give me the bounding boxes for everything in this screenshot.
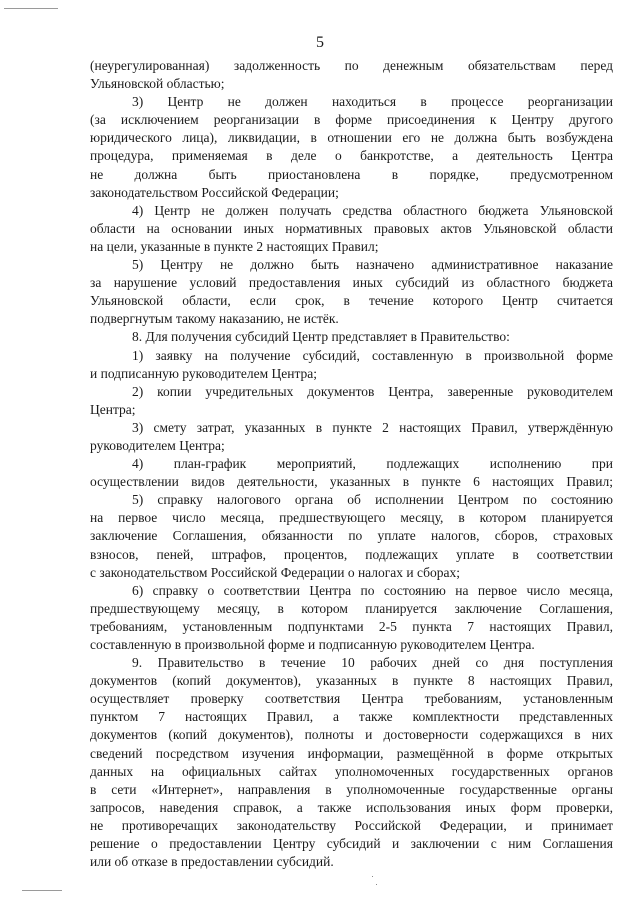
text-line: сведений посредством изучения информации, размещённой в форме открытых — [90, 745, 613, 761]
text-line: на цели, указанные в пункте 2 настоящих Правил; — [90, 238, 379, 254]
text-line: законодательством Российской Федерации; — [90, 184, 339, 200]
text-line: составленную в произвольной форме и подписанную руководителем Центра. — [90, 637, 535, 652]
text-line: 2) копии учредительных документов Центра, заверенные руководителем — [132, 383, 613, 399]
text-line: 6) справку о соответствии Центра по состоянию на первое число месяца, — [132, 582, 613, 598]
text-line: 3) смету затрат, указанных в пункте 2 настоящих Правил, утверждённую — [132, 419, 613, 435]
text-line: 4) Центр не должен получать средства областного бюджета Ульяновской — [132, 202, 613, 218]
text-line: решение о предоставлении Центру субсидий и заключении с ним Соглашения — [90, 836, 613, 852]
text-line: не должна быть приостановлена в порядке, предусмотренном — [90, 166, 613, 182]
text-line: Центра; — [90, 401, 136, 417]
text-line: осуществлении видов деятельности, указанных в пункте 6 настоящих Правил; — [90, 474, 613, 490]
text-line: 3) Центр не должен находиться в процессе реорганизации — [132, 94, 613, 110]
scan-artifact-top-left — [4, 8, 58, 9]
text-line: 5) справку налогового органа об исполнении Центром по состоянию — [132, 492, 613, 508]
text-line: и подписанную руководителем Центра; — [90, 365, 318, 381]
text-line: подвергнутым такому наказанию, не истёк. — [90, 311, 339, 327]
text-line: взносов, пеней, штрафов, процентов, подлежащих уплате в соответствии — [90, 546, 613, 562]
text-line: процедура, применяемая в деле о банкротстве, а деятельность Центра — [90, 148, 613, 164]
text-line: 1) заявку на получение субсидий, составленную в произвольной форме — [132, 347, 613, 363]
text-line: 8. Для получения субсидий Центр представляет в Правительство: — [132, 329, 510, 345]
text-line: 4) план-график мероприятий, подлежащих исполнению при — [132, 456, 613, 472]
text-line: 5) Центру не должно быть назначено административное наказание — [132, 257, 613, 273]
scan-artifact-dot — [372, 876, 373, 877]
text-line: данных на официальных сайтах уполномоченных государственных органов — [90, 763, 613, 779]
text-line: Ульяновской областью; — [90, 76, 225, 92]
text-line: не противоречащих законодательству Российской Федерации, и принимает — [90, 817, 613, 833]
text-line: на первое число месяца, предшествующего месяцу, в котором планируется — [90, 510, 613, 526]
text-line: (неурегулированная) задолженность по денежным обязательствам перед — [90, 58, 613, 73]
text-line: области на основании иных нормативных правовых актов Ульяновской области — [90, 220, 613, 236]
text-line: юридического лица), ликвидации, в отношении его не должна быть возбуждена — [90, 130, 613, 146]
text-line: пунктом 7 настоящих Правил, а также комплектности представленных — [90, 709, 613, 725]
text-line: запросов, наведения справок, а также использования иных форм проверки, — [90, 799, 613, 815]
text-line: (за исключением реорганизации в форме присоединения к Центру другого — [90, 112, 613, 128]
text-line: или об отказе в предоставлении субсидий. — [90, 854, 334, 870]
text-line: Ульяновской области, если срок, в течение которого Центр считается — [90, 293, 613, 309]
text-line: с законодательством Российской Федерации о налогах и сборах; — [90, 564, 461, 580]
scan-artifact-dot — [376, 884, 377, 885]
text-line: за нарушение условий предоставления иных субсидий из областного бюджета — [90, 275, 613, 291]
text-line: документов (копий документов), полноты и достоверности содержащихся в них — [90, 727, 613, 743]
document-body — [90, 57, 613, 871]
text-line: документов (копий документов), указанных в пункте 8 настоящих Правил, — [90, 673, 613, 689]
text-line: 9. Правительство в течение 10 рабочих дней со дня поступления — [132, 655, 613, 671]
text-line: заключение Соглашения, обязанности по уплате налогов, сборов, страховых — [90, 528, 613, 544]
text-line: руководителем Центра; — [90, 437, 225, 453]
text-line: в сети «Интернет», направления в уполномоченные государственные органы — [90, 781, 613, 797]
text-line: предшествующему месяцу, в котором планируется заключение Соглашения, — [90, 600, 613, 616]
text-line: требованиям, установленным подпунктами 2-5 пункта 7 настоящих Правил, — [90, 618, 613, 634]
page-number: 5 — [316, 34, 324, 51]
scan-artifact-bottom-left — [22, 890, 62, 891]
text-line: осуществляет проверку соответствия Центра требованиям, установленным — [90, 691, 613, 707]
